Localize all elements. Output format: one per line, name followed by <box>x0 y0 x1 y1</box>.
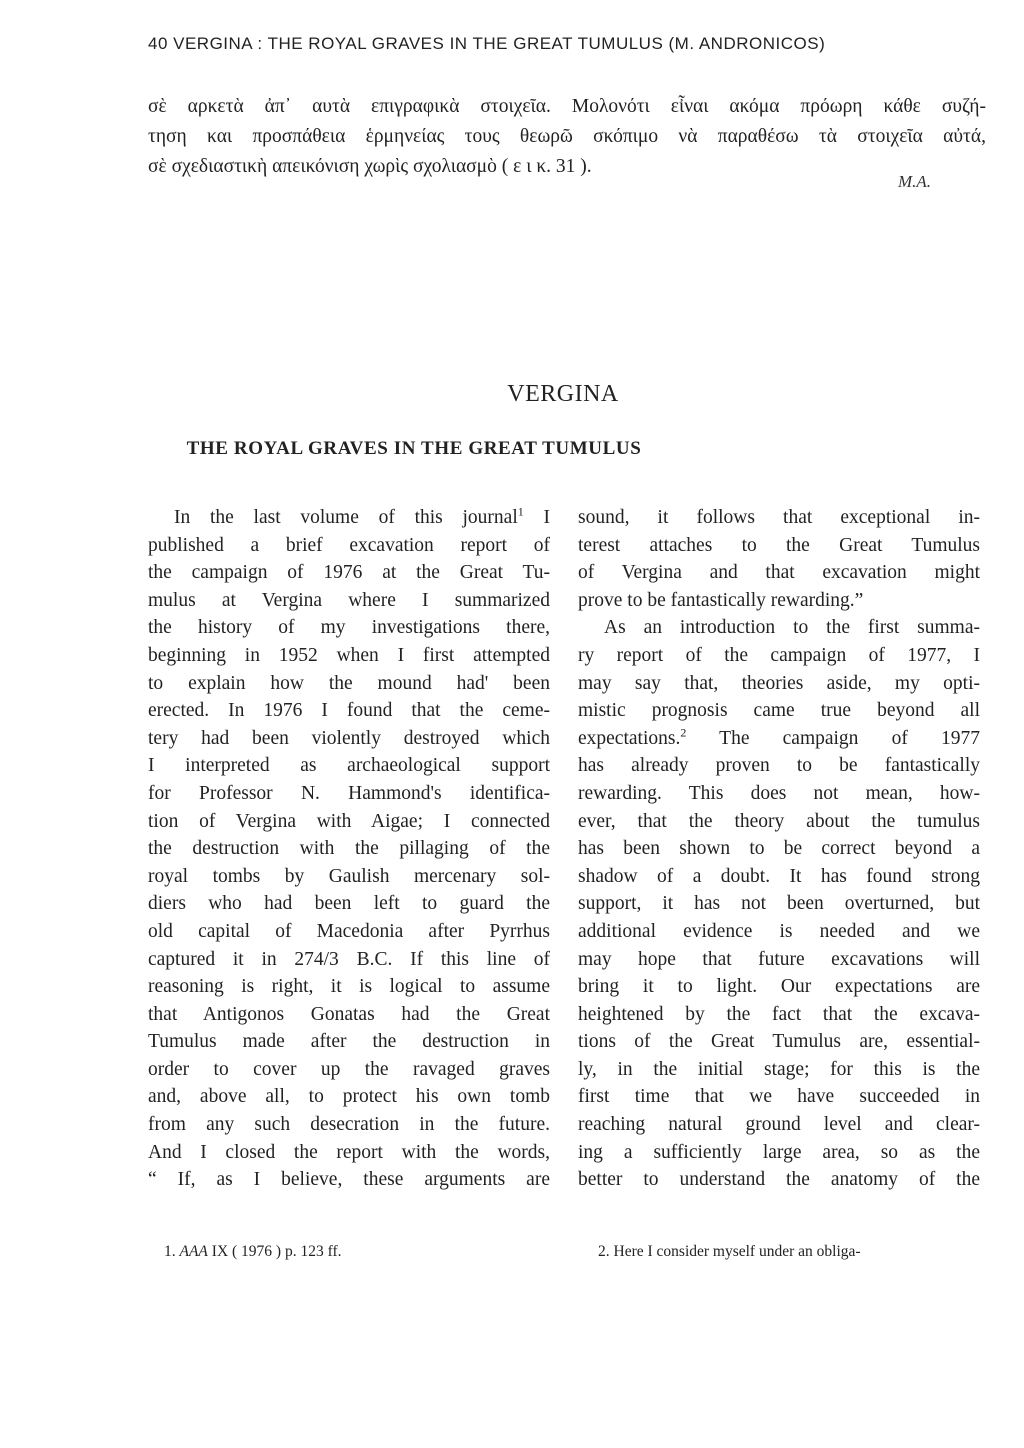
text-line: may hope that future excavations will <box>578 948 980 970</box>
left-column <box>148 504 550 1194</box>
text-line: may say that, theories aside, my opti- <box>578 672 980 694</box>
text-line: ry report of the campaign of 1977, I <box>578 644 980 666</box>
text-line: tion of Vergina with Aigae; I connected <box>148 810 550 832</box>
text-line: published a brief excavation report of <box>148 534 550 556</box>
text-line: ever, that the theory about the tumulus <box>578 810 980 832</box>
text-line: And I closed the report with the words, <box>148 1141 550 1163</box>
text-line: old capital of Macedonia after Pyrrhus <box>148 920 550 942</box>
footnote-ref: 2 <box>680 725 687 740</box>
text-line: better to understand the anatomy of the <box>578 1169 980 1191</box>
text-line: captured it in 274/3 B.C. If this line of <box>148 948 550 970</box>
journal-abbrev: AAA <box>179 1243 208 1260</box>
text-line: to explain how the mound had' been <box>148 672 550 694</box>
greek-line: σὲ σχεδιαστικὴ απεικόνιση χωρὶς σχολιασμὸ ( ε ι κ. 31 ). <box>148 156 592 177</box>
text-line: order to cover up the ravaged graves <box>148 1058 550 1080</box>
text-line: of Vergina and that excavation might <box>578 562 980 584</box>
text-line: has already proven to be fantastically <box>578 755 980 777</box>
text-line: additional evidence is needed and we <box>578 920 980 942</box>
greek-paragraph <box>148 92 986 182</box>
text-line: first time that we have succeeded in <box>578 1086 980 1108</box>
article-subtitle: THE ROYAL GRAVES IN THE GREAT TUMULUS <box>186 438 642 459</box>
text-line: “ If, as I believe, these arguments are <box>148 1169 550 1191</box>
footnote-1: 1. AAA IX ( 1976 ) p. 123 ff. <box>164 1243 342 1260</box>
text-line: In the last volume of this journal$^1$ I <box>174 504 550 528</box>
text-line: that Antigonos Gonatas had the Great <box>148 1003 550 1025</box>
text-line: for Professor N. Hammond's identifica- <box>148 782 550 804</box>
text-line: diers who had been left to guard the <box>148 893 550 915</box>
text-line: royal tombs by Gaulish mercenary sol- <box>148 865 550 887</box>
text-line: shadow of a doubt. It has found strong <box>578 865 980 887</box>
text-line: and, above all, to protect his own tomb <box>148 1086 550 1108</box>
footnote-2: 2. Here I consider myself under an obliga- <box>598 1243 861 1260</box>
text-line: reaching natural ground level and clear- <box>578 1114 980 1136</box>
text-line: from any such desecration in the future. <box>148 1114 550 1136</box>
greek-line: σὲ αρκετὰ ἀπ᾽ αυτὰ επιγραφικὰ στοιχεῖα. Μολονότι εἶναι ακόμα πρόωρη κάθε συζή- <box>148 96 986 117</box>
text-line: Tumulus made after the destruction in <box>148 1031 550 1053</box>
footnote-ref: 1 <box>517 504 524 519</box>
text-line: mulus at Vergina where I summarized <box>148 589 550 611</box>
text-line: ly, in the initial stage; for this is the <box>578 1058 980 1080</box>
text-line: erected. In 1976 I found that the ceme- <box>148 700 550 722</box>
text-line: mistic prognosis came true beyond all <box>578 700 980 722</box>
text-line: the campaign of 1976 at the Great Tu- <box>148 562 550 584</box>
text-line: reasoning is right, it is logical to assume <box>148 976 550 998</box>
right-column <box>578 504 980 1194</box>
text-line: prove to be fantastically rewarding.” <box>578 589 864 611</box>
running-head: 40 VERGINA : THE ROYAL GRAVES IN THE GREAT TUMULUS (M. ANDRONICOS) <box>148 34 826 53</box>
text-line: the destruction with the pillaging of the <box>148 838 550 860</box>
text-line: heightened by the fact that the excava- <box>578 1003 980 1025</box>
text-line: terest attaches to the Great Tumulus <box>578 534 980 556</box>
text-line: support, it has not been overturned, but <box>578 893 980 915</box>
text-line: tery had been violently destroyed which <box>148 727 550 749</box>
text-line: beginning in 1952 when I first attempted <box>148 644 550 666</box>
text-line: bring it to light. Our expectations are <box>578 976 980 998</box>
text-line: sound, it follows that exceptional in- <box>578 507 980 528</box>
text-line: ing a sufficiently large area, so as the <box>578 1141 980 1163</box>
text-line: has been shown to be correct beyond a <box>578 838 980 860</box>
text-line: the history of my investigations there, <box>148 617 550 639</box>
text-line: rewarding. This does not mean, how- <box>578 782 980 804</box>
text-line: expectations.$^2$ The campaign of 1977 <box>578 725 980 749</box>
article-title: VERGINA <box>507 381 619 407</box>
greek-line: τηση και προσπάθεια ἑρμηνείας τους θεωρῶ σκόπιμο νὰ παραθέσω τὰ στοιχεῖα αὐτά, <box>148 126 986 147</box>
author-initials: Μ.Α. <box>898 172 932 191</box>
text-line: I interpreted as archaeological support <box>148 755 550 777</box>
text-line: As an introduction to the first summa- <box>604 617 980 639</box>
text-line: tions of the Great Tumulus are, essential- <box>578 1031 980 1053</box>
